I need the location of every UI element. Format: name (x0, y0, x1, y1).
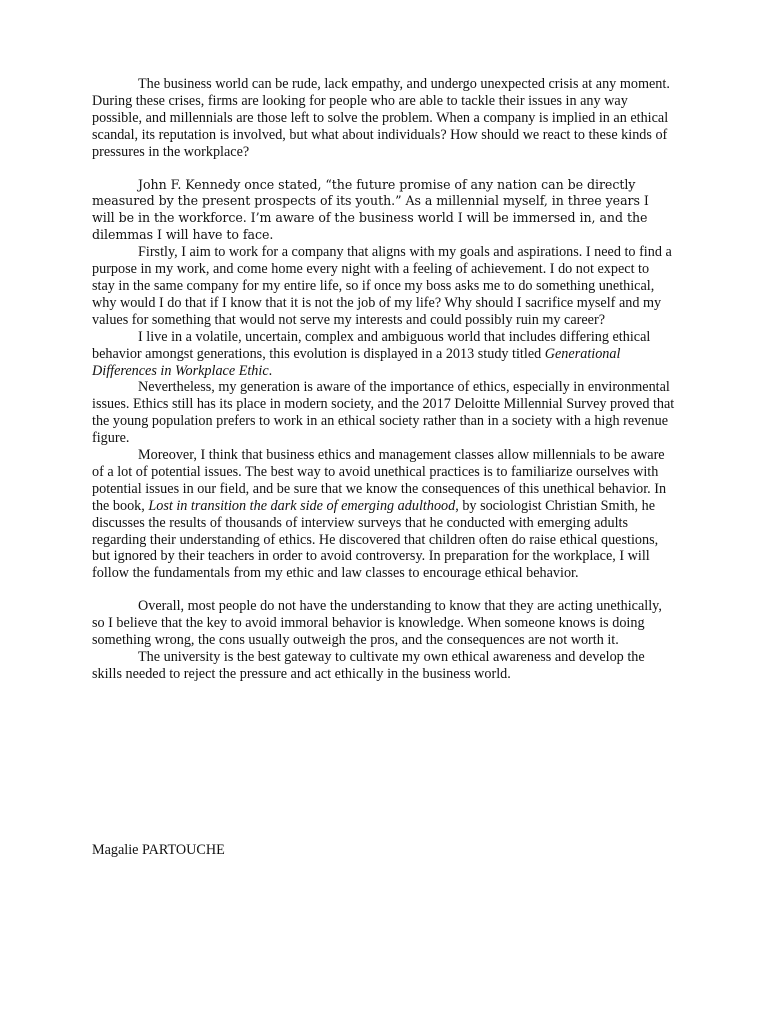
paragraph-university: The university is the best gateway to cultivate my own ethical awareness and develop the skills needed to reject the pressure and act ethically in the business world. (92, 649, 645, 682)
paragraph-volatile-world (92, 329, 675, 380)
paragraph-text: Moreover, I think that business ethics and management classes allow millennials to be aware of a lot of potential issues. The best way to avoid unethical practices is to familiarize ourselves with potential issues in our field, and be sure that we know the consequences of this unethical behavior. In the book, (92, 447, 667, 514)
paragraph-text: I live in a volatile, uncertain, complex and ambiguous world that includes differing ethical behavior amongst generations, this evolution is displayed in a 2013 study titled (92, 328, 651, 362)
essay-body (92, 76, 675, 683)
book-title: Lost in transition the dark side of emerging adulthood (148, 497, 456, 514)
paragraph-text: , by sociologist Christian Smith, he discusses the results of thousands of interview surveys that he conducted with emerging adults regarding their understanding of ethics. He discovered that children often do raise ethical questions, but ignored by their teachers in order to avoid controversy. In preparation for the workplace, I will follow the fundamentals from my ethic and law classes to encourage ethical behavior. (92, 497, 659, 582)
paragraph-firstly: Firstly, I aim to work for a company that aligns with my goals and aspirations. I need to find a purpose in my work, and come home every night with a feeling of achievement. I do not expect to stay in the same company for my entire life, so if once my boss asks me to do something unethical, why would I do that if I know that it is not the job of my life? Why should I sacrifice myself and my values for something that would not serve my interests and could possibly ruin my career? (92, 244, 672, 328)
author-signature: Magalie PARTOUCHE (92, 842, 225, 858)
study-title: Generational Differences in Workplace Ethic (92, 345, 621, 379)
paragraph-overall: Overall, most people do not have the understanding to know that they are acting unethically, so I believe that the key to avoid immoral behavior is knowledge. When someone knows is doing something wrong, the cons usually outweigh the pros, and the consequences are not worth it. (92, 598, 662, 649)
paragraph-intro: The business world can be rude, lack empathy, and undergo unexpected crisis at any moment. During these crises, firms are looking for people who are able to tackle their issues in any way possible, and millennials are those left to solve the problem. When a company is implied in an ethical scandal, its reputation is involved, but what about individuals? How should we react to these kinds of pressures in the workplace? (92, 76, 670, 160)
paragraph-nevertheless: Nevertheless, my generation is aware of the importance of ethics, especially in environmental issues. Ethics still has its place in modern society, and the 2017 Deloitte Millennial Survey proved that the young population prefers to work in an ethical society rather than in a society with a high revenue figure. (92, 379, 675, 447)
paragraph-text: . (268, 362, 273, 379)
paragraph-kennedy-quote: John F. Kennedy once stated, “the future promise of any nation can be directly measured by the present prospects of its youth.” As a millennial myself, in three years I will be in the workforce. I’m aware of the business world I will be immersed in, and the dilemmas I will have to face. (92, 176, 649, 243)
paragraph-moreover (92, 447, 675, 582)
